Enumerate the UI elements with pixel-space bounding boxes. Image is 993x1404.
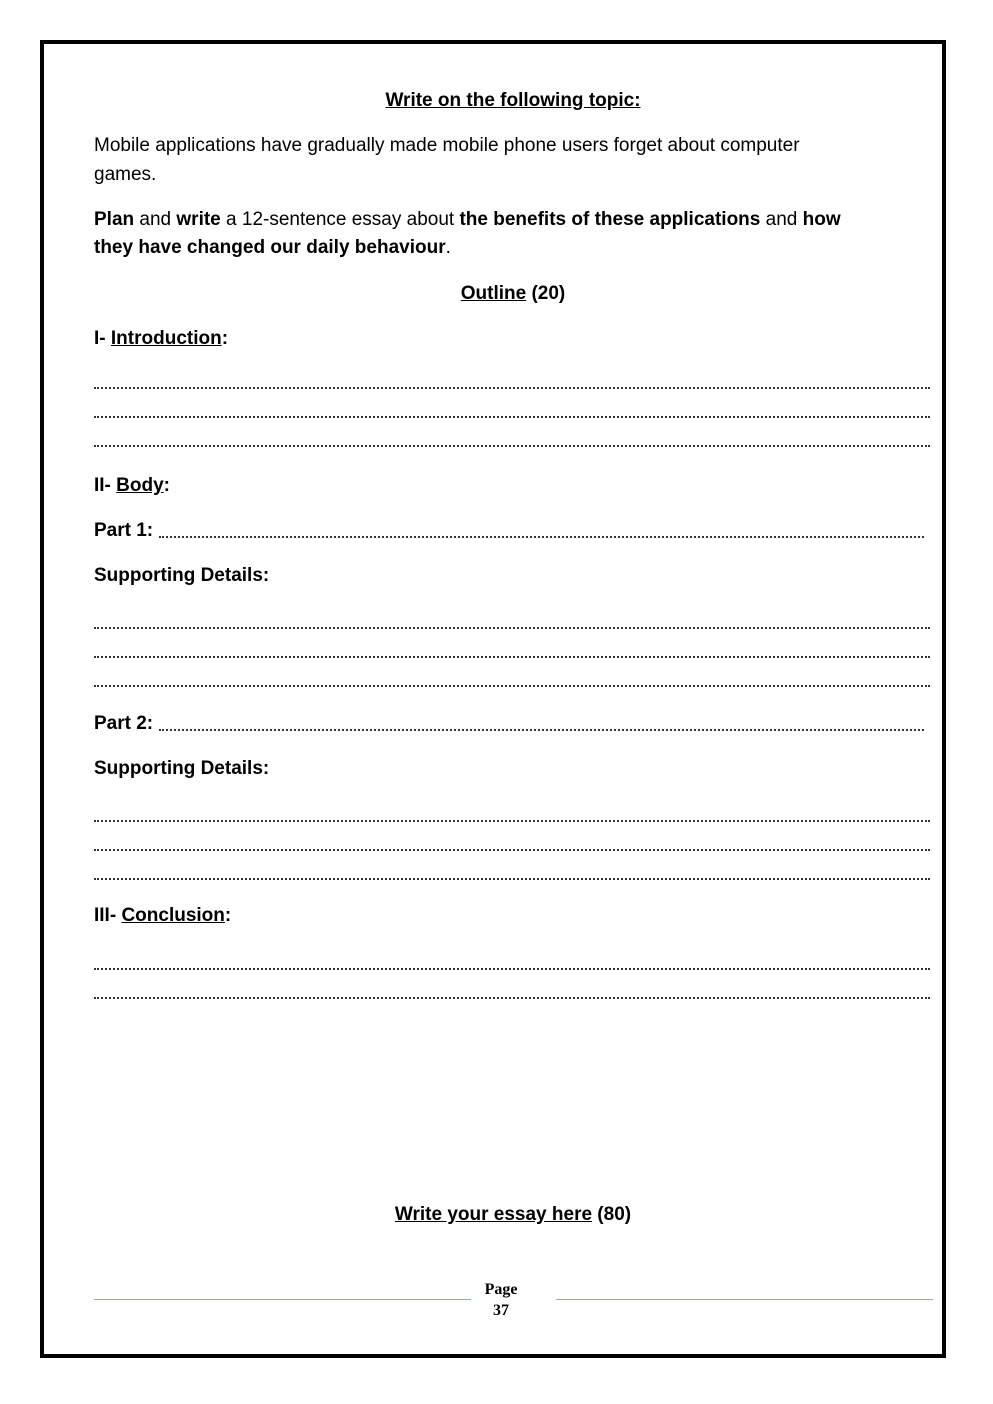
page-label: Page (484, 1281, 518, 1298)
outline-score: (20) (526, 283, 566, 304)
supporting-details-1-line-2[interactable] (94, 656, 930, 658)
essay-score: (80) (592, 1204, 632, 1225)
conclusion-prefix: III- (94, 905, 122, 926)
part-1-answer-line[interactable] (159, 536, 924, 538)
task-write: write (176, 209, 221, 230)
outline-label: Outline (460, 283, 527, 304)
conclusion-line-1[interactable] (94, 968, 930, 970)
supporting-details-1-label: Supporting Details: (94, 565, 270, 586)
supporting-details-2-label: Supporting Details: (94, 758, 270, 779)
outline-heading (94, 282, 932, 306)
body-label: Body (116, 475, 164, 496)
part-1-row (94, 519, 930, 543)
part-2-row (94, 712, 930, 736)
conclusion-heading (94, 904, 231, 928)
task-plan: Plan (94, 209, 135, 230)
essay-heading (94, 1203, 932, 1227)
page-number (471, 1279, 531, 1321)
task-middle: a 12-sentence essay about (220, 209, 460, 230)
introduction-prefix: I- (94, 328, 111, 349)
conclusion-colon: : (224, 905, 232, 926)
introduction-line-3[interactable] (94, 445, 930, 447)
task-behaviour: they have changed our daily behaviour (94, 237, 446, 258)
body-colon: : (163, 475, 170, 496)
introduction-line-2[interactable] (94, 416, 930, 418)
task-period: . (445, 237, 451, 258)
prompt-line-2: games. (94, 164, 157, 185)
supporting-details-1-line-1[interactable] (94, 627, 930, 629)
supporting-details-2-line-3[interactable] (94, 878, 930, 880)
body-prefix: II- (94, 475, 117, 496)
page-number-value: 37 (493, 1302, 509, 1319)
introduction-colon: : (221, 328, 229, 349)
part-1-label: Part 1: (94, 520, 154, 541)
prompt-line-1: Mobile applications have gradually made mobile phone users forget about computer (94, 135, 800, 156)
introduction-label: Introduction (110, 328, 222, 349)
introduction-line-1[interactable] (94, 387, 930, 389)
body-heading (94, 474, 170, 498)
footer-rule-right (556, 1299, 933, 1300)
task-and-2: and (760, 209, 803, 230)
conclusion-label: Conclusion (121, 905, 225, 926)
supporting-details-2-line-2[interactable] (94, 849, 930, 851)
footer-rule-left (94, 1299, 471, 1300)
task-how: how (802, 209, 841, 230)
part-2-answer-line[interactable] (159, 729, 924, 731)
essay-label: Write your essay here (394, 1204, 593, 1225)
supporting-details-1-line-3[interactable] (94, 685, 930, 687)
conclusion-line-2[interactable] (94, 997, 930, 999)
task-line-2 (94, 236, 451, 260)
topic-heading: Write on the following topic: (385, 90, 641, 111)
task-and-1: and (134, 209, 177, 230)
task-line-1 (94, 208, 841, 232)
part-2-label: Part 2: (94, 713, 154, 734)
introduction-heading (94, 327, 228, 351)
task-benefits: the benefits of these applications (459, 209, 761, 230)
supporting-details-2-line-1[interactable] (94, 820, 930, 822)
